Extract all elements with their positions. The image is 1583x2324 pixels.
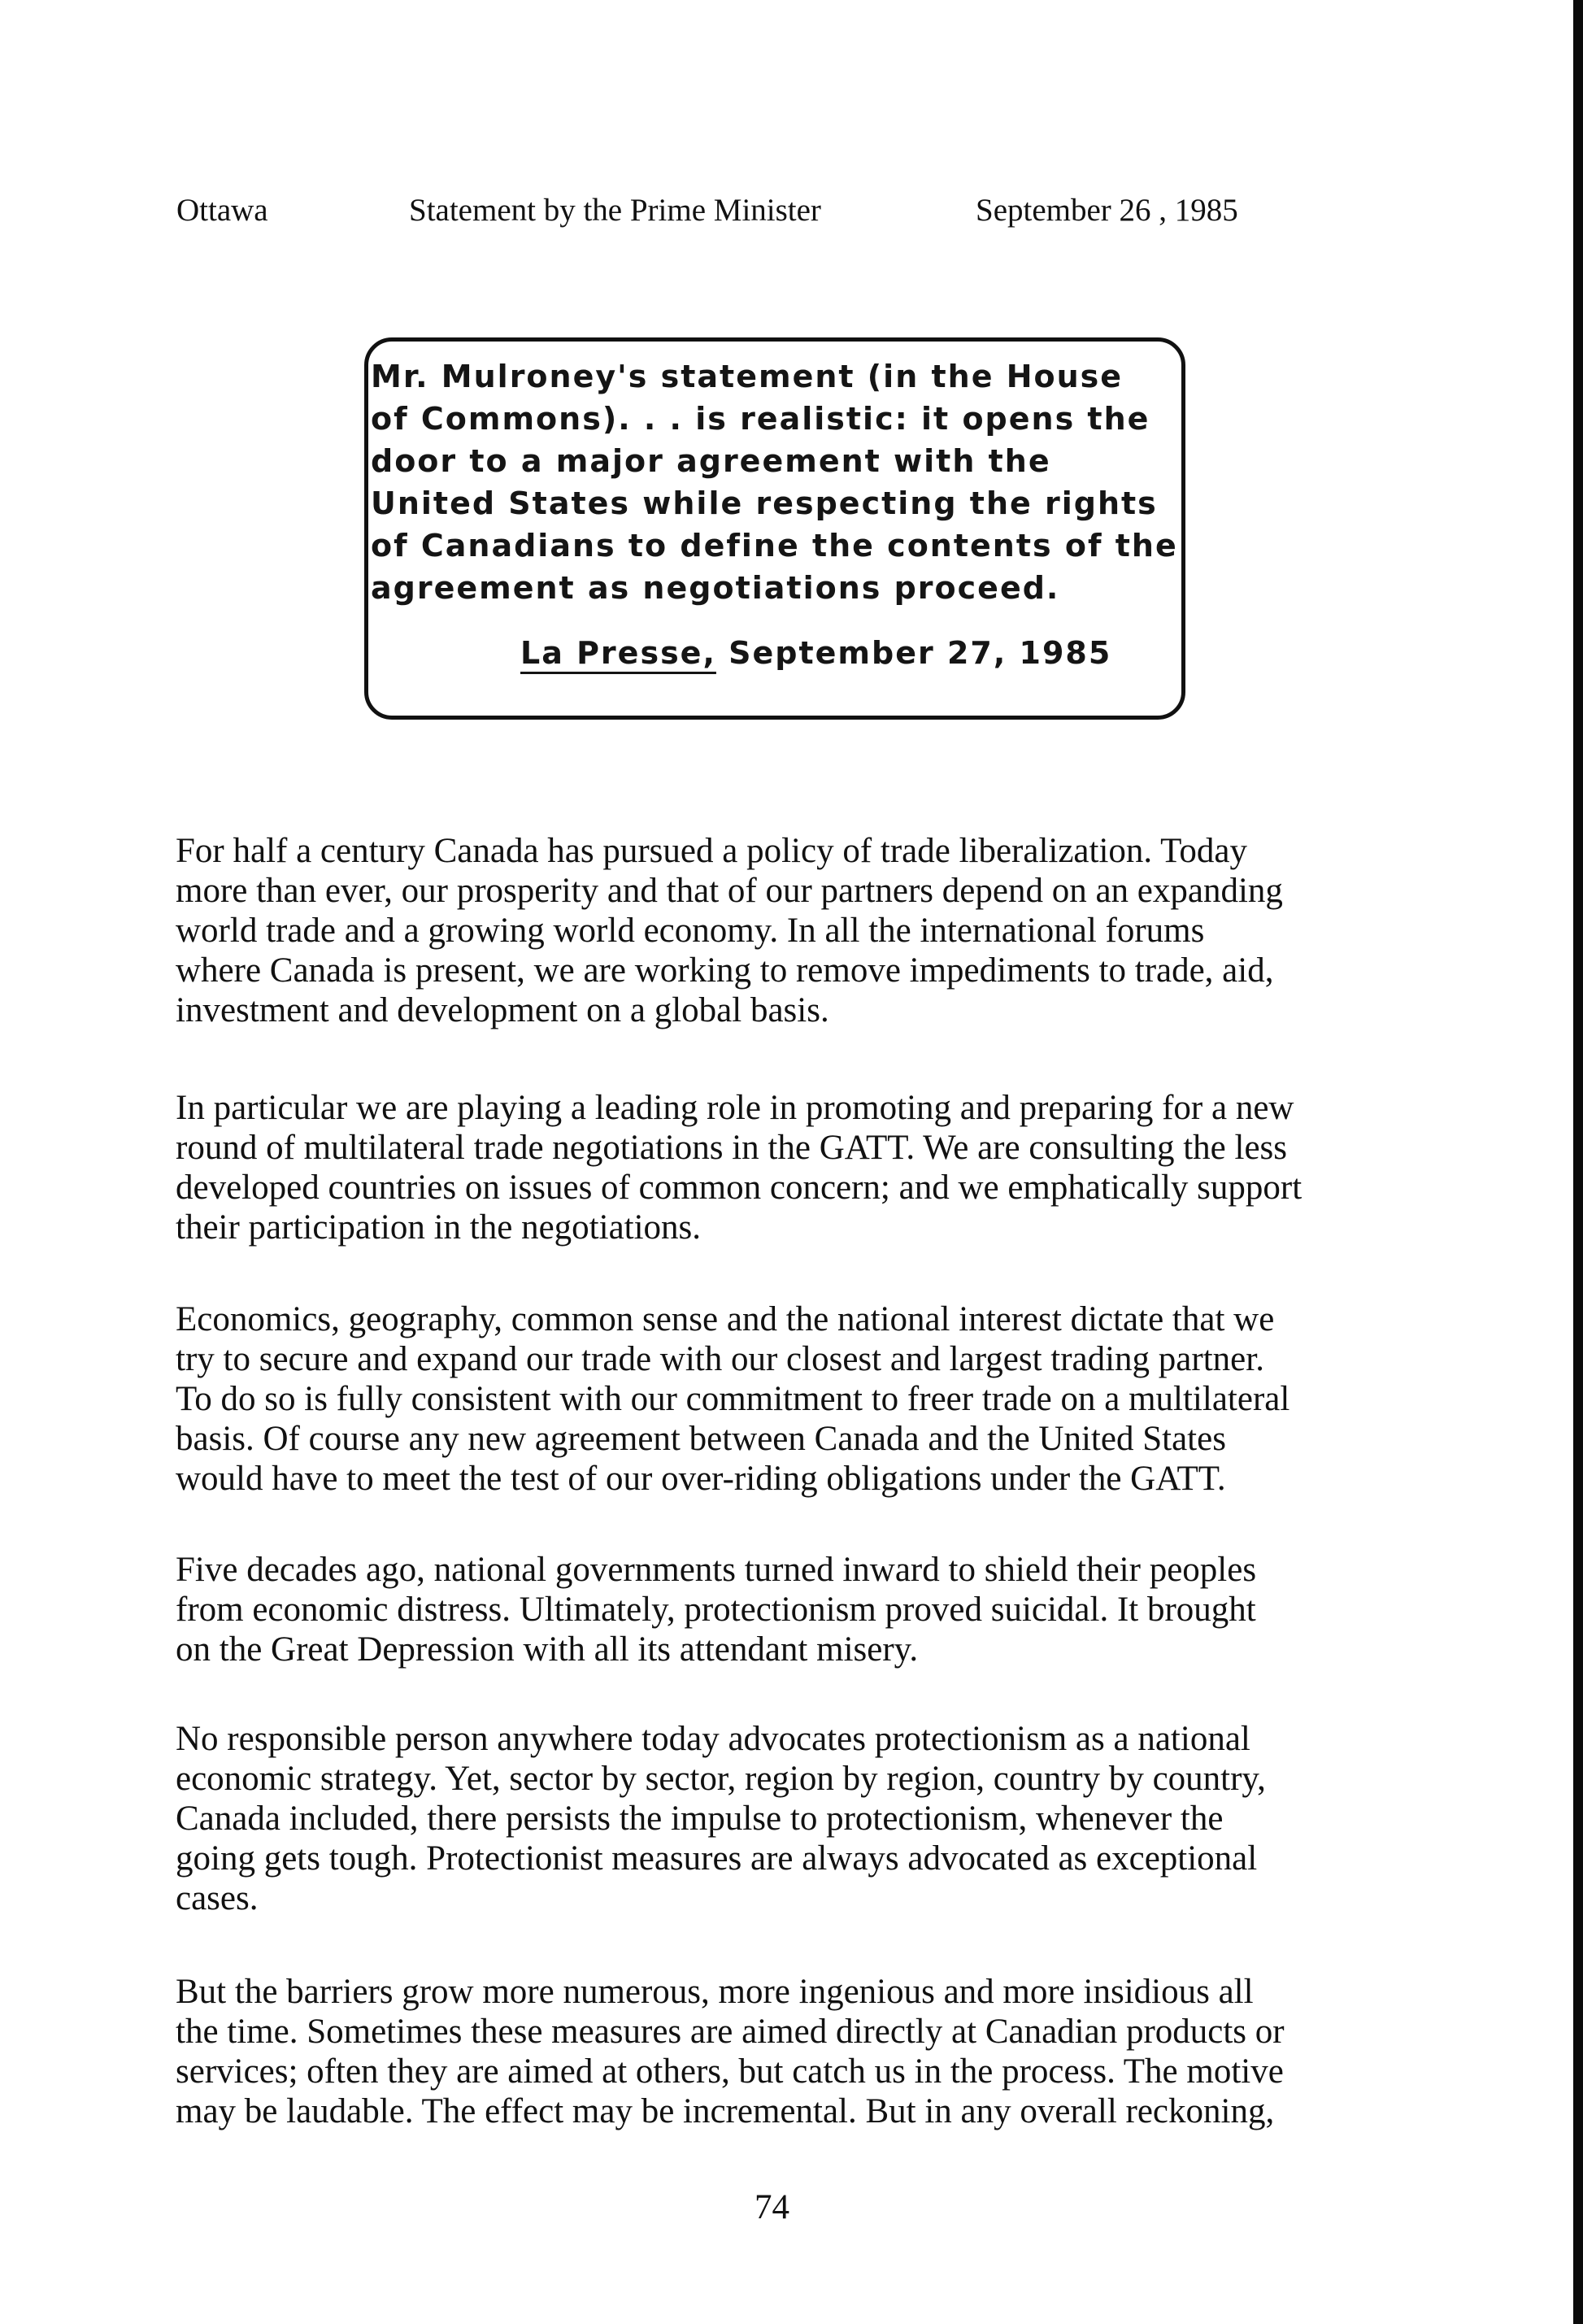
paragraph-line: round of multilateral trade negotiations in the GATT. We are consulting the less	[176, 1129, 1288, 1167]
paragraph-line: Five decades ago, national governments turned inward to shield their peoples	[176, 1551, 1257, 1589]
header-title: Statement by the Prime Minister	[409, 193, 821, 228]
paragraph-line: basis. Of course any new agreement between Canada and the United States	[176, 1420, 1226, 1458]
paragraph-line: economic strategy. Yet, sector by sector, region by region, country by country,	[176, 1760, 1266, 1798]
paragraph-line: For half a century Canada has pursued a policy of trade liberalization. Today	[176, 832, 1247, 870]
paragraph-line: To do so is fully consistent with our commitment to freer trade on a multilateral	[176, 1380, 1290, 1418]
paragraph-line: But the barriers grow more numerous, more ingenious and more insidious all	[176, 1973, 1254, 2011]
paragraph-line: world trade and a growing world economy. In all the international forums	[176, 912, 1205, 950]
paragraph-line: their participation in the negotiations.	[176, 1208, 702, 1247]
paragraph-line: more than ever, our prosperity and that of our partners depend on an expanding	[176, 872, 1283, 910]
quote-source-paper: La Presse,	[520, 635, 716, 671]
paragraph-3	[176, 1299, 1452, 1499]
paragraph-4	[176, 1550, 1452, 1669]
paragraph-line: Canada included, there persists the impulse to protectionism, whenever the	[176, 1800, 1224, 1838]
paragraph-1	[176, 831, 1452, 1030]
paragraph-line: Economics, geography, common sense and the national interest dictate that we	[176, 1300, 1275, 1338]
quote-text	[371, 355, 1184, 609]
quote-line: of Commons). . . is realistic: it opens the	[371, 401, 1150, 437]
paragraph-line: would have to meet the test of our over-riding obligations under the GATT.	[176, 1460, 1226, 1498]
quote-line: United States while respecting the rights	[371, 485, 1158, 521]
paragraph-line: services; often they are aimed at others, but catch us in the process. The motive	[176, 2052, 1284, 2091]
paragraph-line: going gets tough. Protectionist measures are always advocated as exceptional	[176, 1839, 1258, 1878]
paragraph-5	[176, 1719, 1452, 1918]
paragraph-line: try to secure and expand our trade with our closest and largest trading partner.	[176, 1340, 1264, 1378]
paragraph-line: the time. Sometimes these measures are aimed directly at Canadian products or	[176, 2013, 1285, 2051]
quote-line: door to a major agreement with the	[371, 443, 1051, 479]
quote-source-date: September 27, 1985	[715, 635, 1112, 671]
page-number: 74	[755, 2188, 789, 2226]
scan-edge-border	[1573, 0, 1583, 2324]
quote-line: agreement as negotiations proceed.	[371, 570, 1060, 606]
quote-line: of Canadians to define the contents of the	[371, 528, 1178, 564]
paragraph-2	[176, 1088, 1452, 1247]
paragraph-line: on the Great Depression with all its attendant misery.	[176, 1630, 919, 1669]
paragraph-line: may be laudable. The effect may be incremental. But in any overall reckoning,	[176, 2092, 1275, 2130]
paragraph-line: investment and development on a global basis.	[176, 991, 829, 1029]
paragraph-line: developed countries on issues of common concern; and we emphatically support	[176, 1169, 1302, 1207]
paragraph-6	[176, 1972, 1452, 2131]
paragraph-line: cases.	[176, 1879, 259, 1917]
quote-line: Mr. Mulroney's statement (in the House	[371, 359, 1124, 394]
paragraph-line: where Canada is present, we are working to remove impediments to trade, aid,	[176, 951, 1274, 990]
paragraph-line: In particular we are playing a leading role in promoting and preparing for a new	[176, 1089, 1294, 1127]
paragraph-line: from economic distress. Ultimately, protectionism proved suicidal. It brought	[176, 1591, 1256, 1629]
header-location: Ottawa	[176, 193, 268, 228]
header-date: September 26 , 1985	[976, 193, 1238, 228]
paragraph-line: No responsible person anywhere today advocates protectionism as a national	[176, 1720, 1250, 1758]
quote-source	[520, 632, 1111, 674]
